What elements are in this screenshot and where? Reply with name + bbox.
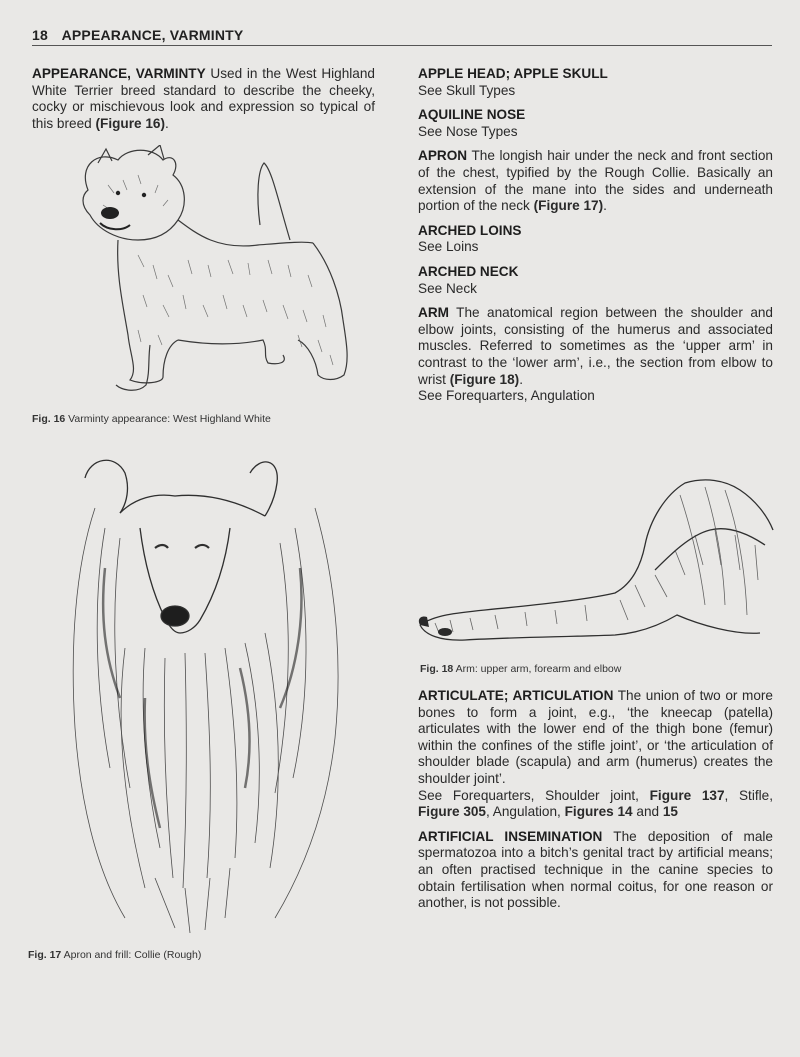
figure-17-caption bbox=[28, 949, 201, 961]
cross-reference: See Neck bbox=[418, 280, 477, 296]
running-head bbox=[32, 27, 772, 46]
headword: APPLE HEAD; APPLE SKULL bbox=[418, 66, 608, 81]
figure-reference: (Figure 18) bbox=[449, 371, 520, 387]
entry-aquiline-nose bbox=[418, 107, 773, 140]
entry-arched-neck bbox=[418, 264, 773, 297]
figure-reference: (Figure 17) bbox=[533, 198, 604, 214]
cross-reference: See Skull Types bbox=[418, 82, 516, 98]
headword: AQUILINE NOSE bbox=[418, 107, 526, 123]
page-number: 18 bbox=[32, 27, 48, 43]
figure-label: Fig. 16 bbox=[32, 413, 66, 425]
headword: ARM bbox=[418, 305, 449, 321]
definition: The union of two or more bones to form a joint, e.g., ‘the kneecap (patella) articulates with the lower end of the thigh bone (femur) within the confines of the stifle joint’, or ‘the articulation of shoulder blade (scapula) and arm (humerus) creates the shoulder joint’. bbox=[418, 688, 773, 786]
headword: ARTICULATE; ARTICULATION bbox=[418, 688, 614, 703]
figure-16-caption bbox=[32, 413, 271, 425]
foreleg-drawing-icon bbox=[415, 475, 775, 655]
entry-appearance-varminty: APPEARANCE, VARMINTY Used in the West Highland White Terrier breed standard to describe the cheeky, cocky or mischievous look and expression so typical of this breed (Figure 16). bbox=[32, 66, 375, 131]
caption-text: Apron and frill: Collie (Rough) bbox=[61, 949, 202, 961]
figure-reference: (Figure 16) bbox=[95, 115, 165, 131]
entry-arm: ARM The anatomical region between the shoulder and elbow joints, consisting of the humerus and associated muscles. Referred to sometimes as the ‘upper arm’ in contrast to the ‘lower arm’, i.e., the section from elbow to wrist (Figure 18). See Forequarters, Angulation bbox=[418, 305, 773, 404]
cross-reference: See Forequarters, Angulation bbox=[418, 388, 595, 404]
caption-text: Varminty appearance: West Highland White bbox=[65, 413, 271, 425]
definition: Used in the West Highland White Terrier breed standard to describe the cheeky, cocky or mischievous look and expression so typical of this breed bbox=[32, 66, 375, 131]
headword: ARTIFICIAL INSEMINATION bbox=[418, 828, 603, 844]
figure-reference: Figures 14 bbox=[564, 804, 633, 820]
figure-reference: Figure 305 bbox=[418, 804, 486, 820]
collie-drawing-icon bbox=[65, 448, 350, 938]
figure-reference: 15 bbox=[662, 804, 678, 820]
headword: APRON bbox=[418, 148, 468, 164]
running-head-title: APPEARANCE, VARMINTY bbox=[61, 27, 244, 43]
entry-apron: APRON The longish hair under the neck and front section of the chest, typified by the Rough Collie. Basically an extension of the mane into the sides and underneath portion of the neck (Figure 17). bbox=[418, 148, 773, 214]
definition: The anatomical region between the shoulder and elbow joints, consisting of the humerus and associated muscles. Referred to sometimes as the ‘upper arm’ in contrast to the ‘lower arm’, i.e., the section from elbow to wrist bbox=[418, 305, 773, 387]
right-column-lower bbox=[418, 688, 773, 920]
cross-reference: See Forequarters, Shoulder joint, Figure 137, Stifle, Figure 305, Angulation, Figures 14 and 15 bbox=[418, 787, 773, 820]
entry-articulate bbox=[418, 688, 773, 821]
figure-label: Fig. 18 bbox=[420, 663, 454, 675]
headword: ARCHED NECK bbox=[418, 263, 519, 279]
cross-reference: See Nose Types bbox=[418, 123, 518, 139]
left-column bbox=[32, 66, 375, 140]
entry-apple-head bbox=[418, 66, 773, 99]
headword: APPEARANCE, VARMINTY bbox=[32, 66, 206, 81]
right-column bbox=[418, 66, 773, 413]
dog-foreleg-illustration bbox=[415, 475, 775, 655]
west-highland-white-terrier-illustration bbox=[68, 145, 358, 400]
entry-artificial-insemination bbox=[418, 829, 773, 912]
cross-reference: See Loins bbox=[418, 239, 479, 255]
entry-arched-loins bbox=[418, 223, 773, 256]
terrier-drawing-icon bbox=[68, 145, 358, 400]
figure-18-caption bbox=[420, 663, 621, 675]
definition: The deposition of male spermatozoa into a bitch’s genital tract by artificial means; an often practised technique in the canine species to obtain fertilisation when normal coitus, for one reason or another, is not possible. bbox=[418, 828, 773, 911]
figure-label: Fig. 17 bbox=[28, 949, 62, 961]
figure-reference: Figure 137 bbox=[649, 787, 725, 803]
caption-text: Arm: upper arm, forearm and elbow bbox=[453, 663, 622, 675]
rough-collie-illustration bbox=[65, 448, 350, 938]
definition: The longish hair under the neck and front section of the chest, typified by the Rough Collie. Basically an extension of the mane into the sides and underneath portion of the neck bbox=[418, 148, 773, 214]
headword: ARCHED LOINS bbox=[418, 222, 522, 238]
